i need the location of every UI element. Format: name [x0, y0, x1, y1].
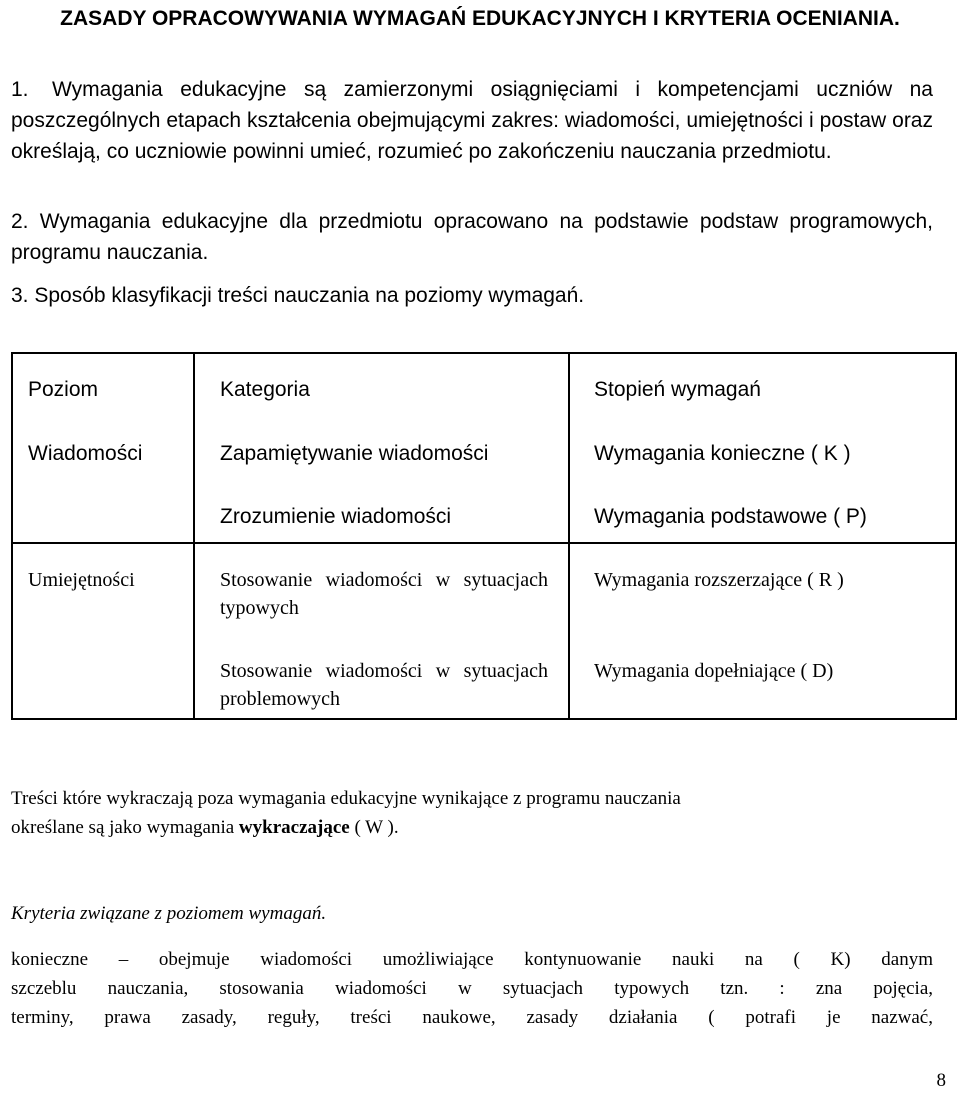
page-number: 8 — [936, 1070, 946, 1091]
table-cell: Stosowanie wiadomości w sytuacjach problemowych — [220, 660, 548, 710]
list-item — [11, 74, 933, 167]
requirements-table — [11, 352, 957, 720]
remark-line — [11, 814, 399, 842]
table-header: Stopień wymagań — [594, 378, 761, 401]
remark-text: określane są jako wymagania — [11, 817, 235, 838]
table-border-bottom — [11, 718, 957, 720]
table-border-top — [11, 352, 957, 354]
table-border-right — [955, 352, 957, 720]
criteria-heading: Kryteria związane z poziomem wymagań. — [11, 903, 327, 924]
table-header: Poziom — [28, 378, 99, 401]
item-number: 1. — [11, 78, 29, 101]
item-number: 2. — [11, 210, 29, 233]
table-cell: Zapamiętywanie wiadomości — [220, 442, 489, 465]
item-text: Sposób klasyfikacji treści nauczania na poziomy wymagań. — [34, 284, 585, 307]
definition-line: szczeblu nauczania, stosowania wiadomości w sytuacjach typowych tzn. : zna pojęcia, — [11, 978, 933, 999]
table-cell: Umiejętności — [28, 569, 135, 591]
table-border-left — [11, 352, 13, 720]
item-text: Wymagania edukacyjne dla przedmiotu opracowano na podstawie podstaw programowych, programu nauczania. — [11, 210, 933, 264]
definition-line: terminy, prawa zasady, reguły, treści naukowe, zasady działania ( potrafi je nazwać, — [11, 1007, 933, 1028]
table-divider — [193, 352, 195, 720]
table-cell: Wymagania podstawowe ( P) — [594, 505, 867, 528]
table-cell: Wiadomości — [28, 442, 143, 465]
page-title: ZASADY OPRACOWYWANIA WYMAGAŃ EDUKACYJNYCH I KRYTERIA OCENIANIA. — [60, 7, 900, 30]
table-cell: Wymagania rozszerzające ( R ) — [594, 569, 844, 591]
table-divider — [11, 542, 957, 544]
table-header: Kategoria — [220, 378, 310, 401]
table-cell: Wymagania konieczne ( K ) — [594, 442, 851, 465]
table-cell: Stosowanie wiadomości w sytuacjach typowych — [220, 569, 548, 619]
definition-line: konieczne – obejmuje wiadomości umożliwiające kontynuowanie nauki na ( K) danym — [11, 949, 933, 970]
item-number: 3. — [11, 284, 29, 307]
remark-line: Treści które wykraczają poza wymagania edukacyjne wynikające z programu nauczania — [11, 788, 681, 809]
table-cell: Zrozumienie wiadomości — [220, 505, 452, 528]
item-text: Wymagania edukacyjne są zamierzonymi osiągnięciami i kompetencjami uczniów na poszczególnych etapach kształcenia obejmującymi zakres: wiadomości, umiejętności i postaw oraz określają, co uczniowie powinni umieć, rozumieć po zakończeniu nauczania przedmiotu. — [11, 78, 933, 163]
list-item — [11, 280, 933, 311]
table-divider — [568, 352, 570, 720]
list-item — [11, 206, 933, 268]
remark-text: ( W ). — [354, 817, 399, 838]
remark-bold-term: wykraczające — [238, 817, 350, 838]
table-cell: Wymagania dopełniające ( D) — [594, 660, 834, 682]
